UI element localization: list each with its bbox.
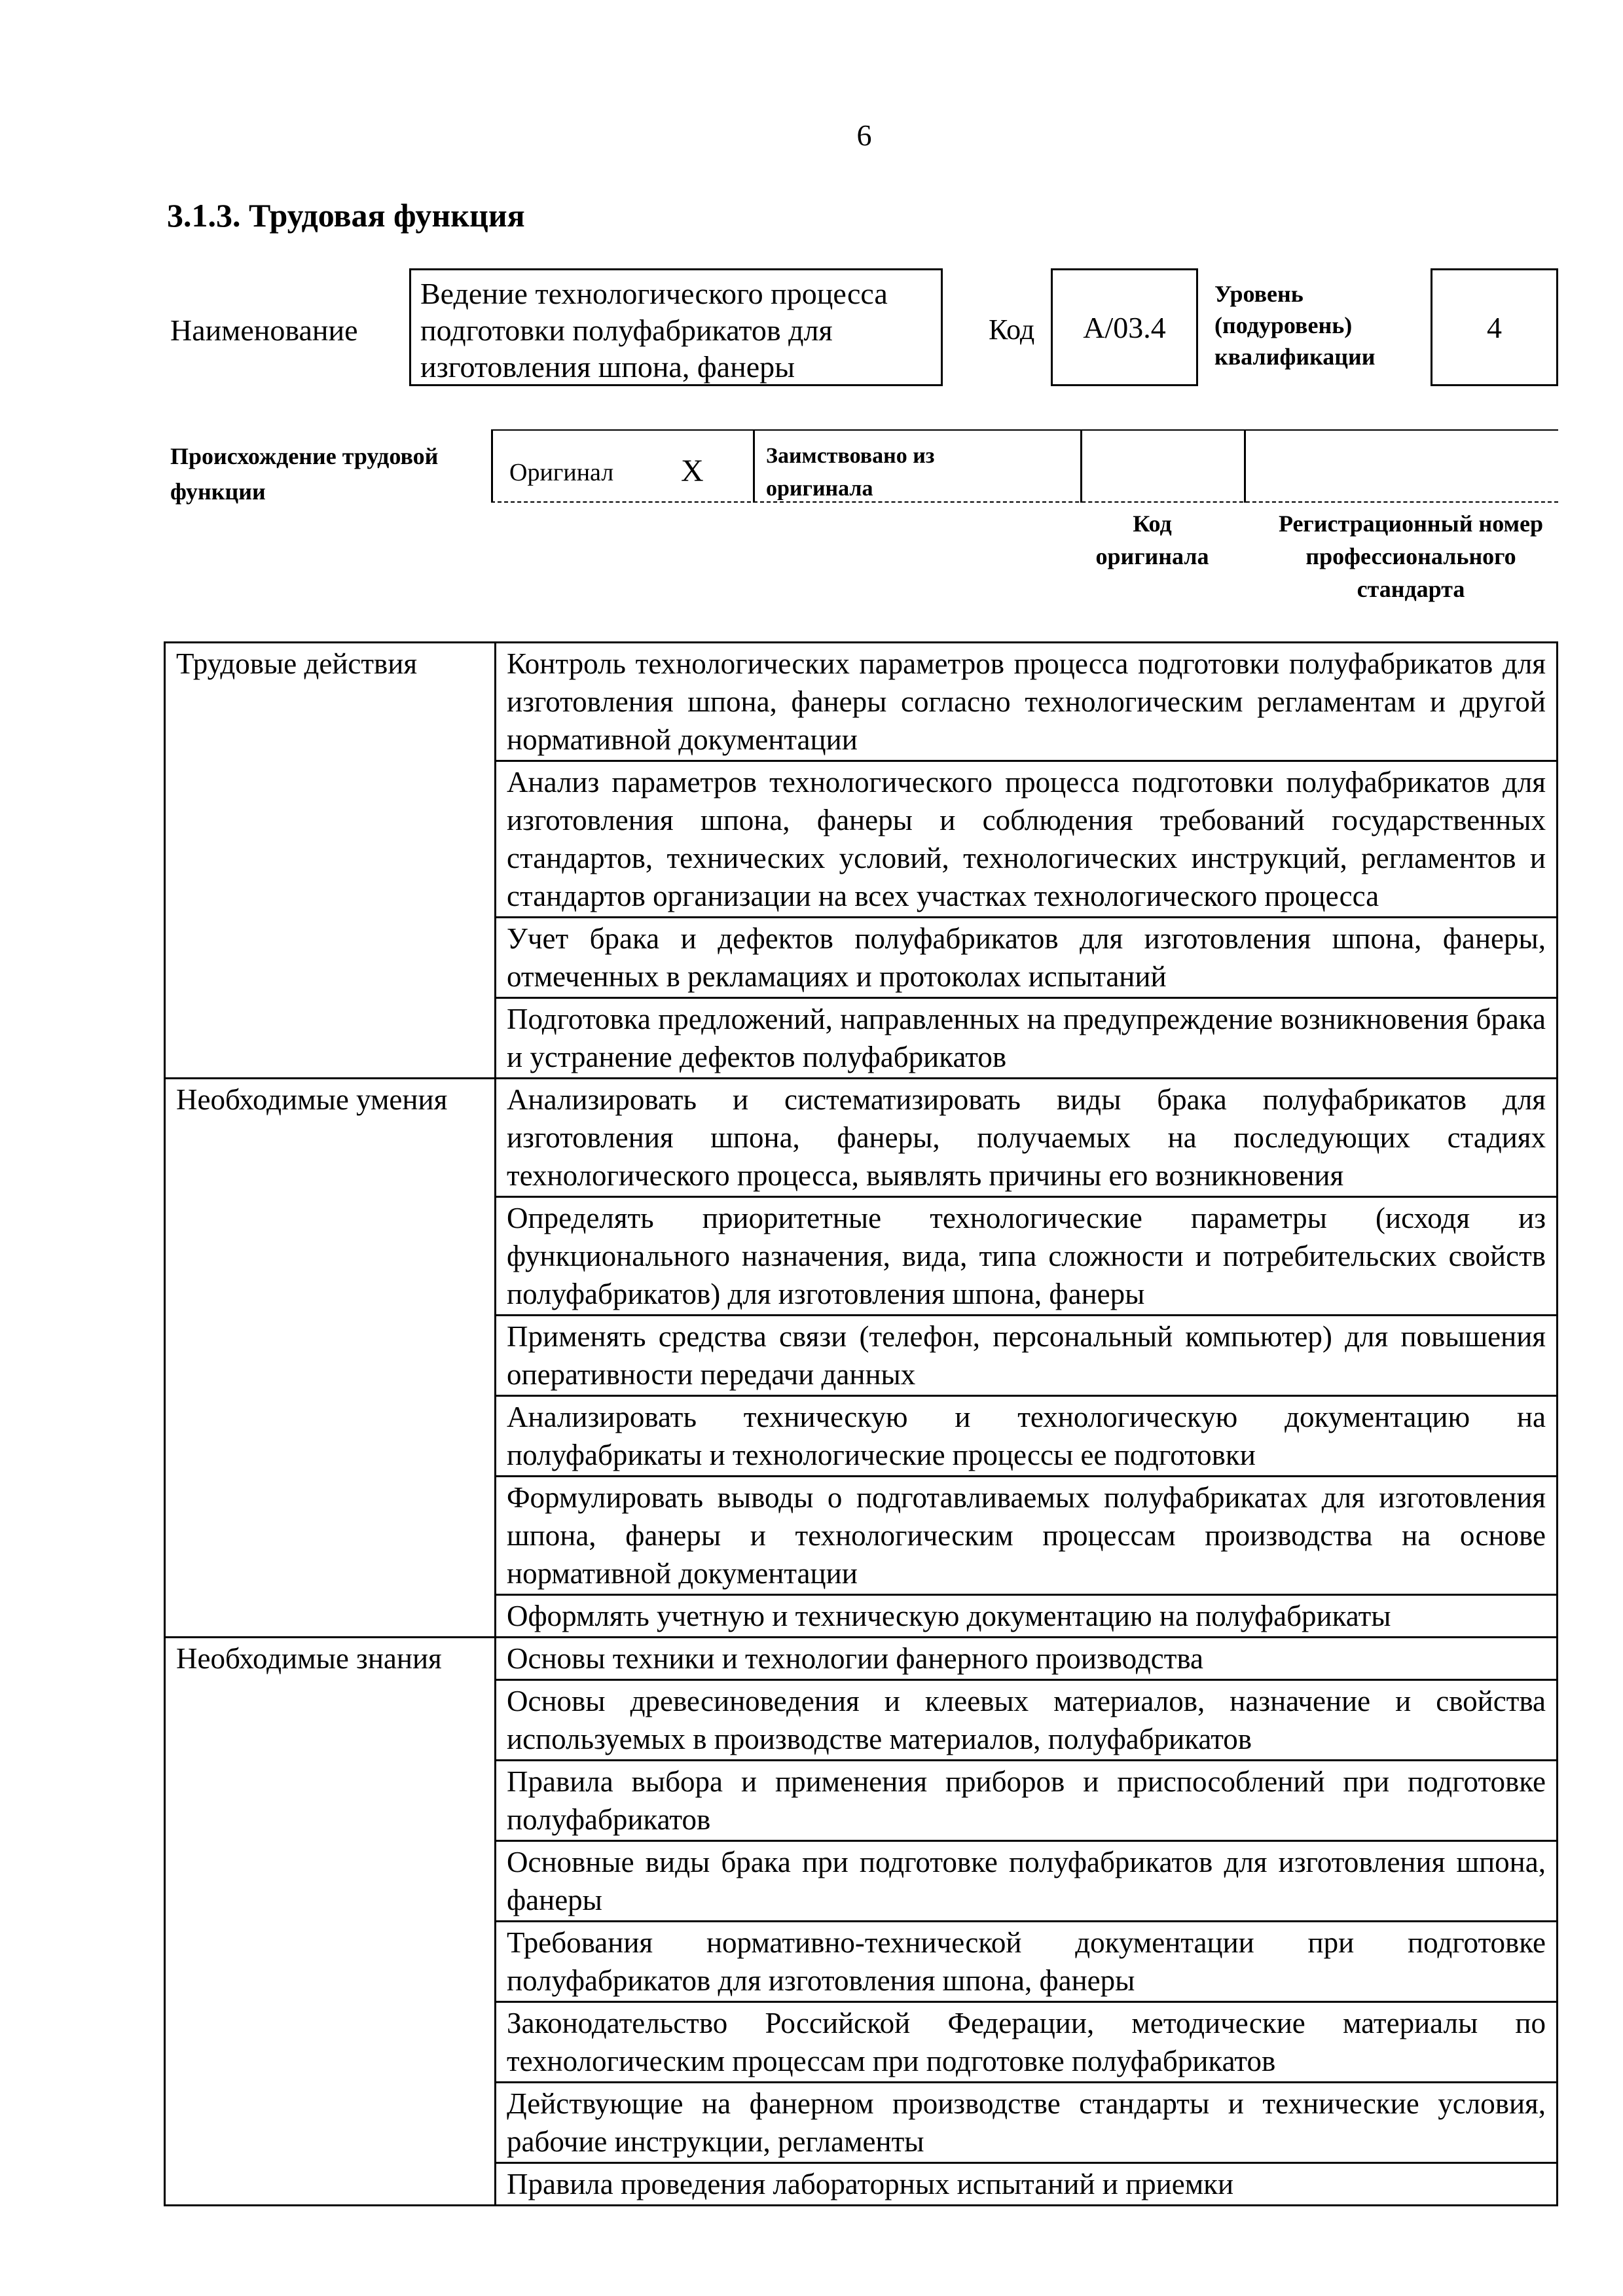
table-cell: Анализировать и систематизировать виды брака полуфабрикатов для изготовления шпона, фанеры, получаемых на последующих стадиях технологического процесса, выявлять причины его возникновения (496, 1079, 1558, 1197)
original-mark: X (681, 454, 704, 488)
table-cell: Контроль технологических параметров процесса подготовки полуфабрикатов для изготовления шпона, фанеры согласно технологическим регламентам и другой нормативной документации (496, 643, 1558, 761)
function-name-box (409, 268, 943, 386)
code-label: Код (989, 314, 1035, 346)
origin-label: Происхождение трудовой функции (170, 443, 439, 505)
table-row (165, 643, 1558, 761)
table-cell: Определять приоритетные технологические параметры (исходя из функционального назначения, вида, типа сложности и потребительских свойств полуфабрикатов) для изготовления шпона, фанеры (496, 1197, 1558, 1316)
table-cell: Учет брака и дефектов полуфабрикатов для изготовления шпона, фанеры, отмеченных в рекламациях и протоколах испытаний (496, 918, 1558, 998)
name-label: Наименование (170, 314, 358, 347)
origin-top-line (491, 429, 1558, 431)
table-cell: Законодательство Российской Федерации, методические материалы по технологическим процессам при подготовке полуфабрикатов (496, 2002, 1558, 2083)
table-cell: Анализировать техническую и технологическую документацию на полуфабрикаты и технологические процессы ее подготовки (496, 1396, 1558, 1477)
table-cell: Правила выбора и применения приборов и приспособлений при подготовке полуфабрикатов (496, 1761, 1558, 1841)
table-cell: Правила проведения лабораторных испытаний и приемки (496, 2163, 1558, 2206)
table-cell: Основы древесиноведения и клеевых материалов, назначение и свойства используемых в производстве материалов, полуфабрикатов (496, 1680, 1558, 1761)
table-cell: Требования нормативно-технической документации при подготовке полуфабрикатов для изготовления шпона, фанеры (496, 1922, 1558, 2002)
code-box (1051, 268, 1198, 386)
borrowed-label: Заимствовано из оригинала (766, 444, 935, 501)
row-label: Необходимые умения (165, 1079, 496, 1638)
level-value: 4 (1487, 310, 1502, 344)
function-name-value: Ведение технологического процесса подготовки полуфабрикатов для изготовления шпона, фанеры (420, 277, 888, 384)
original-label: Оригинал (509, 459, 614, 486)
row-label: Трудовые действия (165, 643, 496, 1079)
table-row (165, 1638, 1558, 1680)
table-cell: Формулировать выводы о подготавливаемых полуфабрикатах для изготовления шпона, фанеры и технологическим процессам производства на основе нормативной документации (496, 1477, 1558, 1595)
table-cell: Оформлять учетную и техническую документацию на полуфабрикаты (496, 1595, 1558, 1638)
row-label: Необходимые знания (165, 1638, 496, 2206)
code-value: А/03.4 (1083, 310, 1166, 344)
page-number: 6 (856, 118, 872, 152)
level-label: Уровень (подуровень) квалификации (1214, 281, 1376, 370)
table-cell: Действующие на фанерном производстве стандарты и технические условия, рабочие инструкции, регламенты (496, 2083, 1558, 2163)
origin-divider (753, 429, 755, 503)
origin-divider (1244, 429, 1246, 503)
origin-divider (491, 429, 493, 503)
table-cell: Подготовка предложений, направленных на предупреждение возникновения брака и устранение дефектов полуфабрикатов (496, 998, 1558, 1079)
table-row (165, 1079, 1558, 1197)
original-code-caption: Код оригинала (1095, 511, 1209, 569)
function-details-table (164, 641, 1558, 2206)
table-cell: Основные виды брака при подготовке полуфабрикатов для изготовления шпона, фанеры (496, 1841, 1558, 1922)
table-cell: Основы техники и технологии фанерного производства (496, 1638, 1558, 1680)
origin-divider (1080, 429, 1082, 503)
table-cell: Анализ параметров технологического процесса подготовки полуфабрикатов для изготовления шпона, фанеры и соблюдения требований государственных стандартов, технических условий, технологических инструкций, регламентов и стандартов организации на всех участках технологического процесса (496, 761, 1558, 918)
level-box (1431, 268, 1558, 386)
section-title: 3.1.3. Трудовая функция (167, 197, 525, 234)
table-cell: Применять средства связи (телефон, персональный компьютер) для повышения оперативности передачи данных (496, 1316, 1558, 1396)
registration-number-caption: Регистрационный номер профессионального стандарта (1278, 511, 1544, 602)
